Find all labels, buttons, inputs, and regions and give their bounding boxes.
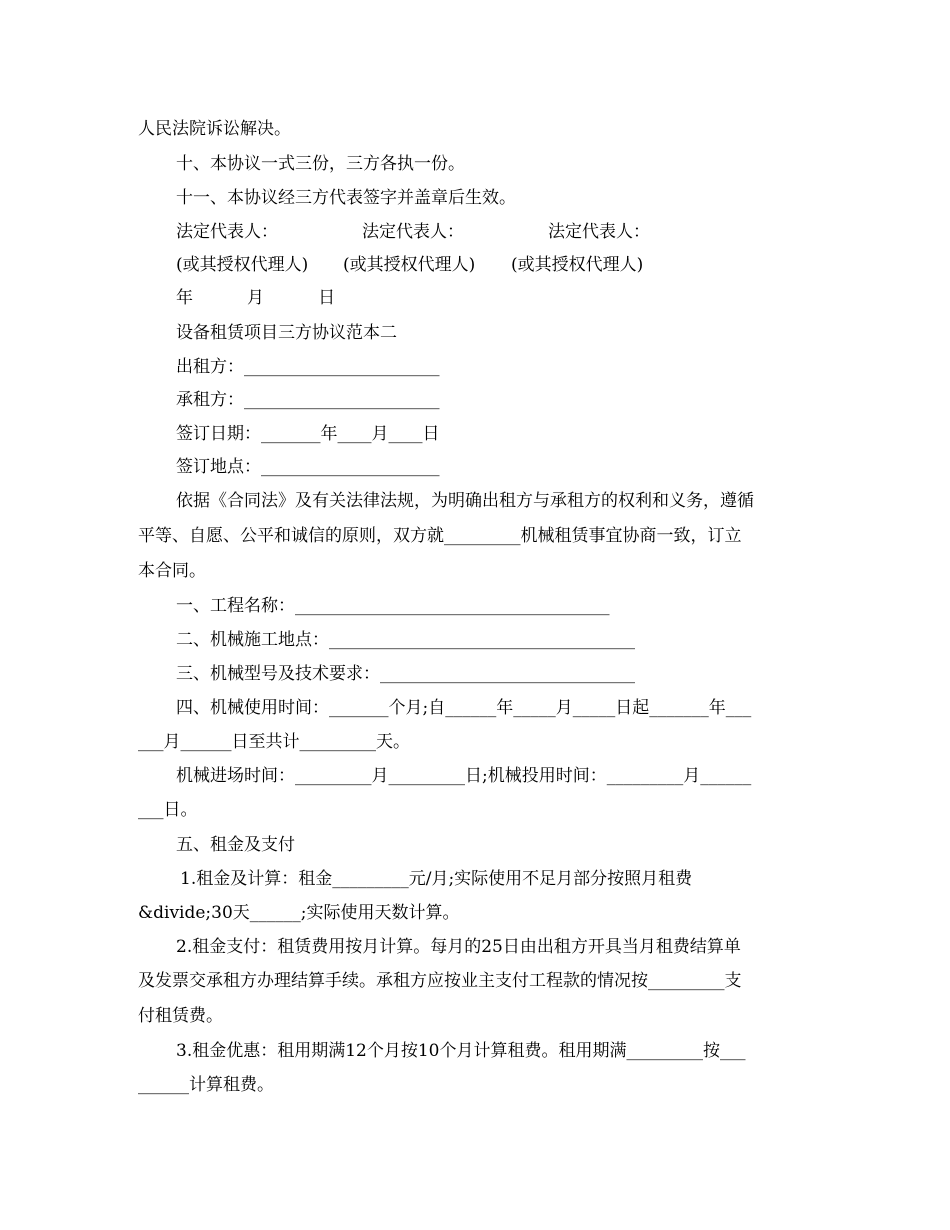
entry-time-field: 机械进场时间：_________月_________日;机械投用时间：_________月______ <box>176 766 752 786</box>
signing-date-field: 签订日期：_______年____月____日 <box>176 424 440 444</box>
text-line: 人民法院诉讼解决。 <box>138 119 291 139</box>
date-line: 年 月 日 <box>176 288 336 308</box>
construction-site-field: 二、机械施工地点：____________________________________ <box>176 630 635 650</box>
section-title: 设备租赁项目三方协议范本二 <box>176 323 397 343</box>
project-name-field: 一、工程名称：_____________________________________ <box>176 596 610 616</box>
signature-agent-2: (或其授权代理人) <box>343 255 476 275</box>
signature-agent-1: (或其授权代理人) <box>176 255 309 275</box>
machine-model-field: 三、机械型号及技术要求：______________________________ <box>176 664 635 684</box>
text-line: 平等、自愿、公平和诚信的原则，双方就_________机械租赁事宜协商一致，订立 <box>138 526 742 546</box>
usage-time-field: 四、机械使用时间：_______个月;自______年_____月_____日起_______年___ <box>176 698 752 718</box>
signature-agent-3: (或其授权代理人) <box>511 255 644 275</box>
text-line: 依据《合同法》及有关法律法规，为明确出租方与承租方的权利和义务，遵循 <box>176 491 754 511</box>
lessee-field: 承租方：_______________________ <box>176 390 440 410</box>
entry-time-field-cont: ___日。 <box>138 800 198 820</box>
text-line: 付租赁费。 <box>138 1006 223 1026</box>
usage-time-field-cont: ___月______日至共计_________天。 <box>138 732 410 752</box>
section-heading: 五、租金及支付 <box>176 835 295 855</box>
signature-rep-1: 法定代表人： <box>176 222 278 242</box>
signature-rep-3: 法定代表人： <box>548 222 650 242</box>
signing-place-field: 签订地点：_____________________ <box>176 457 440 477</box>
text-line: 2.租金支付：租赁费用按月计算。每月的25日由出租方开具当月租费结算单 <box>176 937 741 957</box>
signature-rep-2: 法定代表人： <box>362 222 464 242</box>
text-line: &divide;30天______;实际使用天数计算。 <box>138 903 460 923</box>
text-line: ______计算租费。 <box>138 1075 274 1095</box>
text-line: 十一、本协议经三方代表签字并盖章后生效。 <box>176 188 516 208</box>
text-line: 及发票交承租方办理结算手续。承租方应按业主支付工程款的情况按_________支 <box>138 971 742 991</box>
text-line: 3.租金优惠：租用期满12个月按10个月计算租费。租用期满_________按___ <box>176 1041 746 1061</box>
lessor-field: 出租方：_______________________ <box>176 357 440 377</box>
text-line: 1.租金及计算：租金_________元/月;实际使用不足月部分按照月租费 <box>180 869 693 889</box>
text-line: 本合同。 <box>138 561 206 581</box>
text-line: 十、本协议一式三份，三方各执一份。 <box>176 154 465 174</box>
